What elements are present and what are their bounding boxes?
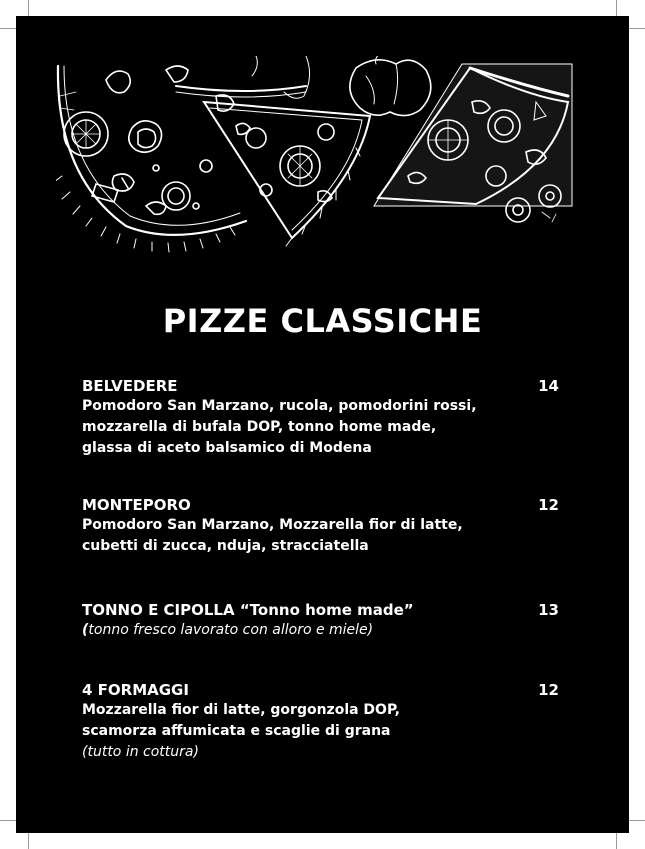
- item-price: 12: [538, 496, 559, 514]
- item-description: Pomodoro San Marzano, Mozzarella fior di latte,: [82, 517, 463, 533]
- bell-pepper: [350, 60, 431, 116]
- item-description: mozzarella di bufala DOP, tonno home made,: [82, 419, 437, 435]
- menu-item-4-formaggi: [82, 680, 552, 763]
- item-description: Mozzarella fior di latte, gorgonzola DOP,: [82, 702, 400, 718]
- item-note: (tutto in cottura): [82, 744, 199, 760]
- menu-item-belvedere: [82, 376, 552, 459]
- crop-mark: [616, 0, 617, 16]
- crop-mark: [28, 833, 29, 849]
- item-price: 13: [538, 601, 559, 619]
- crop-mark: [0, 28, 16, 29]
- crop-mark: [629, 28, 645, 29]
- item-name: BELVEDERE: [82, 377, 178, 395]
- item-name: 4 FORMAGGI: [82, 681, 189, 699]
- item-note: “Tonno home made”: [239, 601, 414, 619]
- item-name: TONNO E CIPOLLA: [82, 601, 235, 619]
- menu-item-monteporo: [82, 495, 552, 557]
- cutting-board: [374, 64, 572, 206]
- crop-mark: [616, 833, 617, 849]
- item-description: Pomodoro San Marzano, rucola, pomodorini rossi,: [82, 398, 477, 414]
- page-title: PIZZE CLASSICHE: [162, 302, 483, 340]
- pizza-illustration: [56, 56, 576, 256]
- crop-mark: [28, 0, 29, 16]
- crop-mark: [0, 820, 16, 821]
- item-name: MONTEPORO: [82, 496, 191, 514]
- menu-page: [16, 16, 629, 833]
- item-description: cubetti di zucca, nduja, stracciatella: [82, 538, 369, 554]
- item-description-paren: (: [82, 622, 89, 638]
- pizza-slice: [204, 102, 370, 238]
- menu-item-tonno-e-cipolla: [82, 600, 552, 641]
- item-price: 12: [538, 681, 559, 699]
- crop-mark: [629, 820, 645, 821]
- item-description: glassa di aceto balsamico di Modena: [82, 440, 372, 456]
- item-description: tonno fresco lavorato con alloro e miele): [88, 622, 374, 638]
- item-description: scamorza affumicata e scaglie di grana: [82, 723, 391, 739]
- item-price: 14: [538, 377, 559, 395]
